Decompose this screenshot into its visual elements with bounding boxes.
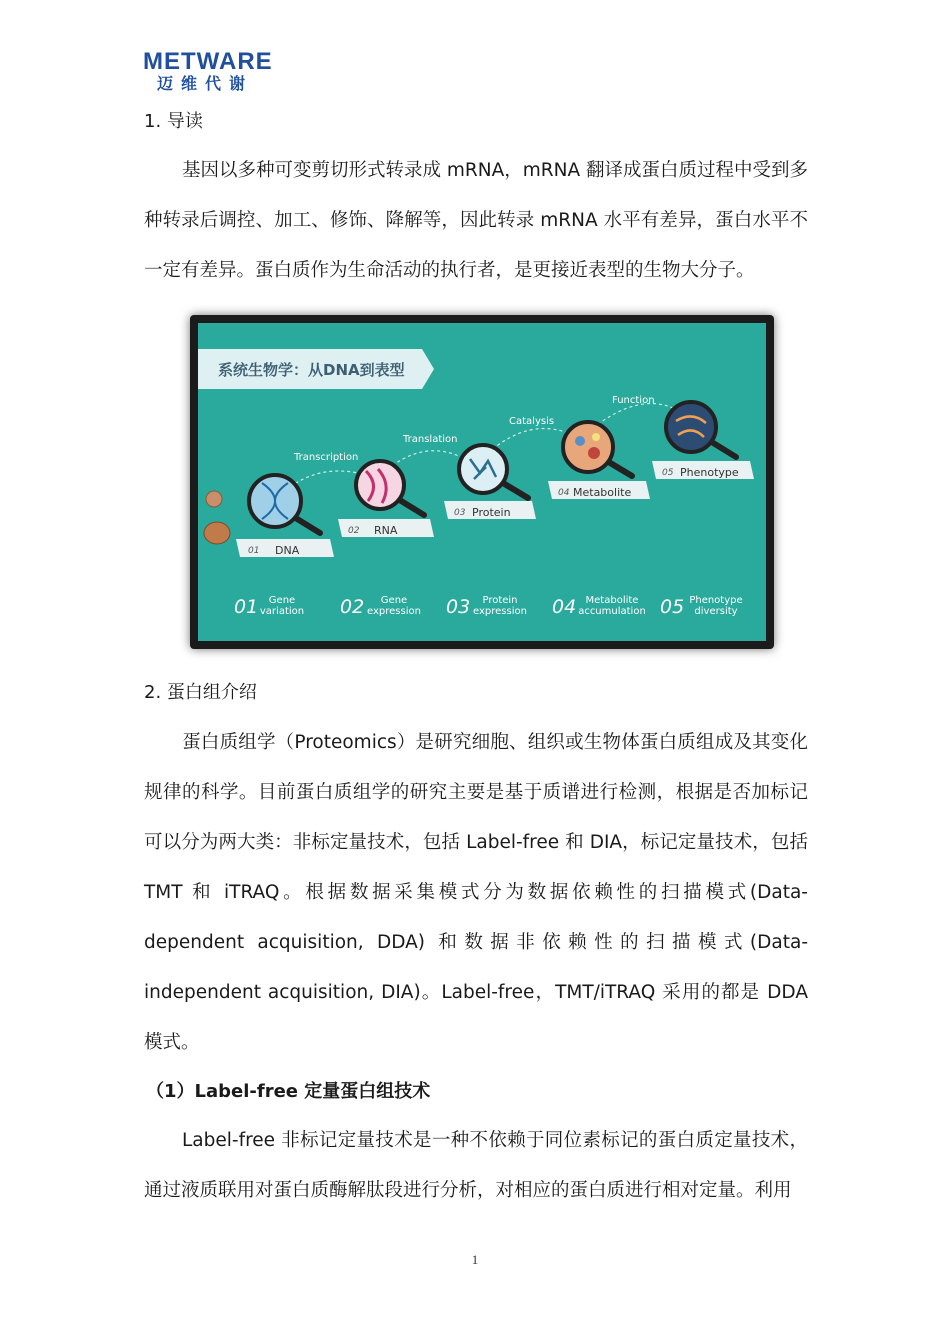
company-logo (143, 50, 273, 94)
arrow-label-translation: Translation (403, 434, 458, 445)
paragraph-label-free (144, 1116, 808, 1216)
cell-icon (206, 491, 222, 507)
logo-chinese: 迈维代谢 (157, 74, 254, 93)
section-heading-proteome: 2. 蛋白组介绍 (144, 682, 257, 703)
metabolite-dot-2 (588, 447, 600, 459)
systems-biology-figure (190, 315, 774, 649)
figure-banner-text: 系统生物学：从DNA到表型 (218, 361, 405, 379)
figure-graphic (198, 323, 766, 641)
metabolite-dot-3 (592, 433, 600, 441)
stage-num-4: 04 (552, 596, 577, 618)
paragraph-proteome (144, 718, 808, 1068)
paragraph-intro-text: 基因以多种可变剪切形式转录成 mRNA，mRNA 翻译成蛋白质过程中受到多种转录后调控、加工、修饰、降解等，因此转录 mRNA 水平有差异，蛋白水平不一定有差异。蛋白质作为生命活动的执行者，是更接近表型的生物大分子。 (144, 160, 809, 281)
arrow-label-transcription: Transcription (294, 452, 359, 463)
rna-icon (356, 461, 404, 509)
stage-line1-2: Gene (380, 595, 408, 606)
stage-line2-4: accumulation (578, 606, 646, 617)
stage-num-5: 05 (660, 596, 685, 618)
metabolite-dot-1 (575, 436, 585, 446)
step-num-protein: 03 (454, 508, 466, 518)
stage-line1-5: Phenotype (689, 595, 743, 606)
step-name-metabolite: Metabolite (573, 486, 632, 499)
paragraph-label-free-text: Label-free 非标记定量技术是一种不依赖于同位素标记的蛋白质定量技术，通过液质联用对蛋白质酶解肽段进行分析，对相应的蛋白质进行相对定量。利用 (144, 1130, 808, 1201)
stage-num-2: 02 (340, 596, 365, 618)
stage-line2-2: expression (367, 606, 421, 617)
step-name-dna: DNA (275, 544, 300, 557)
step-num-dna: 01 (248, 546, 260, 556)
paragraph-proteome-text: 蛋白质组学（Proteomics）是研究细胞、组织或生物体蛋白质组成及其变化规律的科学。目前蛋白质组学的研究主要是基于质谱进行检测，根据是否加标记可以分为两大类：非标定量技术，包括 Label-free 和 DIA，标记定量技术，包括 TMT 和 iTRAQ。根据数据采集模式分为数据依赖性的扫描模式(Data-dependent acquisition, DDA) 和数据非依赖性的扫描模式(Data-independent acquisition, DIA)。Label-free，TMT/iTRAQ 采用的都是 DDA 模式。 (144, 732, 808, 1053)
stage-num-3: 03 (446, 596, 471, 618)
step-name-protein: Protein (472, 506, 511, 519)
paragraph-intro (144, 146, 808, 296)
logo-english: METWARE (143, 48, 273, 75)
stage-line2-5: diversity (694, 606, 738, 617)
step-num-rna: 02 (348, 526, 360, 536)
stage-line1-3: Protein (482, 595, 518, 606)
arrow-label-catalysis: Catalysis (509, 416, 555, 427)
step-name-rna: RNA (374, 524, 398, 537)
tissue-icon (204, 522, 230, 544)
subsection-heading-label-free: （1）Label-free 定量蛋白组技术 (146, 1081, 431, 1102)
step-num-metabolite: 04 (558, 488, 570, 498)
step-name-phenotype: Phenotype (680, 466, 739, 479)
page-number: 1 (471, 1252, 479, 1267)
stage-line2-1: variation (259, 606, 305, 617)
stage-line1-1: Gene (268, 595, 296, 606)
arrow-label-function: Function (612, 395, 655, 406)
stage-line2-3: expression (473, 606, 527, 617)
stage-num-1: 01 (234, 596, 259, 618)
section-heading-intro: 1. 导读 (144, 111, 203, 132)
step-num-phenotype: 05 (662, 468, 674, 478)
metabolite-icon (563, 422, 613, 472)
stage-line1-4: Metabolite (585, 595, 639, 606)
phenotype-icon (666, 402, 716, 452)
